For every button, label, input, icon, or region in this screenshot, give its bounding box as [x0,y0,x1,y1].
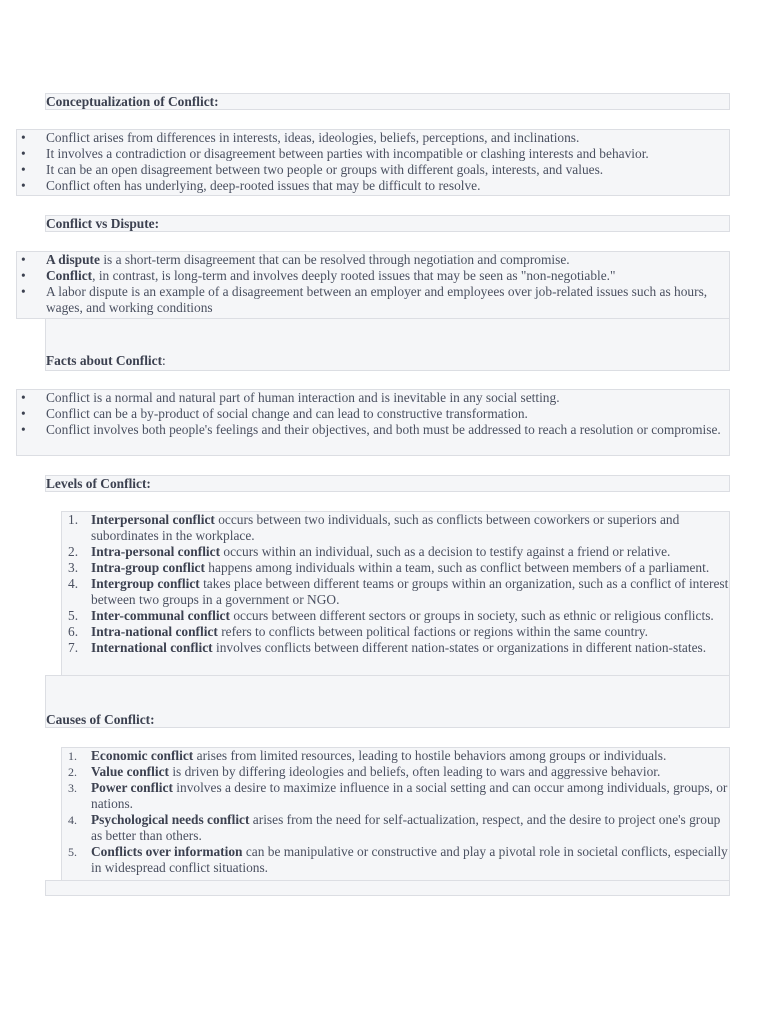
item-text: is driven by differing ideologies and beliefs, often leading to wars and aggressive behavior. [168,764,661,779]
item-text: It can be an open disagreement between two people or groups with different goals, interests, and values. [46,162,604,177]
term-bold: Conflicts over information [91,844,243,859]
list-item [17,422,729,438]
item-text: happens among individuals within a team, such as conflict between members of a parliament. [204,560,710,575]
list-number: 5. [68,845,77,859]
term-bold: Intra-group conflict [91,560,205,575]
heading-levels [45,475,730,492]
list-item [17,390,729,406]
list-item [62,812,729,844]
bullet-list [17,130,729,194]
heading-text: Facts about Conflict [46,353,163,368]
heading-conceptualization [45,93,730,110]
term-bold: Psychological needs conflict [91,812,250,827]
list-number: 1. [68,512,79,527]
list-item [62,764,729,780]
list-number: 7. [68,640,79,655]
list-conflict-vs-dispute [16,251,730,319]
item-text: Conflict often has underlying, deep-rooted issues that may be difficult to resolve. [46,178,481,193]
list-number: 5. [68,608,79,623]
list-item [62,560,729,576]
numbered-list [62,512,729,656]
heading-causes-block [45,675,730,728]
footer-block [45,880,730,896]
list-number: 2. [68,544,79,559]
list-number: 2. [68,765,77,779]
list-item [17,406,729,422]
item-text: Conflict is a normal and natural part of human interaction and is inevitable in any social setting. [46,390,560,405]
list-item [17,130,729,146]
item-text: occurs within an individual, such as a decision to testify against a friend or relative. [220,544,671,559]
item-text: occurs between different sectors or groups in society, such as ethnic or religious conflicts. [229,608,714,623]
list-item [62,576,729,608]
item-text: Conflict arises from differences in interests, ideas, ideologies, beliefs, perceptions, and inclinations. [46,130,580,145]
list-conceptualization [16,129,730,196]
item-text: occurs between two individuals, such as conflicts between coworkers or superiors and subordinates in the workplace. [91,512,680,543]
list-number: 6. [68,624,79,639]
heading-causes [46,712,155,728]
list-item [62,544,729,560]
list-item [62,780,729,812]
list-item [17,146,729,162]
heading-facts-block [45,318,730,371]
list-levels [61,511,730,677]
list-item [62,608,729,624]
item-text: takes place between different teams or groups within an organization, such as a conflict of interest between two groups in a government or NGO. [91,576,729,607]
term-bold: Intergroup conflict [91,576,200,591]
term-bold: Conflict [46,268,93,283]
term-bold: Interpersonal conflict [91,512,215,527]
item-text: , in contrast, is long-term and involves deeply rooted issues that may be seen as "non-negotiable." [92,268,616,283]
item-text: can be manipulative or constructive and play a pivotal role in societal conflicts, especially in widespread conflict situations. [91,844,728,875]
item-text: is a short-term disagreement that can be resolved through negotiation and compromise. [99,252,570,267]
term-bold: Intra-personal conflict [91,544,221,559]
term-bold: Power conflict [91,780,173,795]
item-text: Conflict can be a by-product of social change and can lead to constructive transformation. [46,406,528,421]
list-item [17,178,729,194]
heading-text: Conceptualization of Conflict: [46,94,219,109]
list-causes [61,747,730,881]
list-number: 3. [68,781,77,795]
list-facts [16,389,730,456]
list-item [17,284,729,316]
list-item [17,162,729,178]
term-bold: Value conflict [91,764,169,779]
list-item [17,252,729,268]
heading-facts [46,353,166,369]
list-item [62,624,729,640]
item-text: refers to conflicts between political factions or regions within the same country. [217,624,648,639]
numbered-list [62,748,729,876]
bullet-list [17,252,729,316]
item-text: It involves a contradiction or disagreement between parties with incompatible or clashing interests and behavior. [46,146,649,161]
term-bold: International conflict [91,640,213,655]
term-bold: Intra-national conflict [91,624,218,639]
item-text: involves conflicts between different nation-states or organizations in different nation-states. [212,640,707,655]
list-item [62,748,729,764]
term-bold: Inter-communal conflict [91,608,230,623]
heading-text: Levels of Conflict: [46,476,151,491]
list-number: 1. [68,749,77,763]
term-bold: Economic conflict [91,748,194,763]
list-number: 4. [68,576,79,591]
heading-text: Causes of Conflict: [46,712,155,727]
heading-conflict-vs-dispute [45,215,730,232]
item-text: arises from the need for self-actualization, respect, and the desire to project one's group as better than others. [91,812,721,843]
heading-text: Conflict vs Dispute: [46,216,160,231]
item-text: arises from limited resources, leading to hostile behaviors among groups or individuals. [193,748,667,763]
item-text: A labor dispute is an example of a disagreement between an employer and employees over job-related issues such as hours, wages, and working conditions [46,284,708,315]
list-number: 3. [68,560,79,575]
list-item [62,844,729,876]
list-item [62,640,729,656]
list-item [62,512,729,544]
item-text: Conflict involves both people's feelings and their objectives, and both must be addressed to reach a resolution or compromise. [46,422,721,437]
bullet-list [17,390,729,438]
heading-colon: : [162,353,166,368]
list-item [17,268,729,284]
item-text: involves a desire to maximize influence in a social setting and can occur among individuals, groups, or nations. [91,780,728,811]
term-bold: A dispute [46,252,100,267]
list-number: 4. [68,813,77,827]
